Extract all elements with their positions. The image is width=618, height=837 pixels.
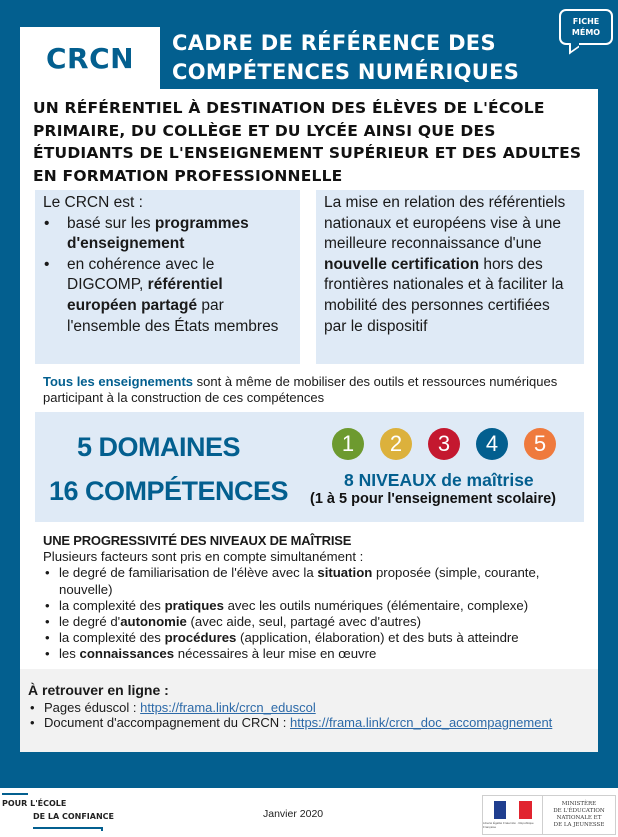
progression-section [43,533,588,663]
definition-intro: Le CRCN est : [43,194,143,211]
note-accent: Tous les enseignements [43,374,194,389]
progression-item: • le degré d'autonomie (avec aide, seul, partagé avec d'autres) [43,614,588,630]
fiche-memo-badge-icon [559,9,613,45]
logo-line-top [2,793,28,795]
resource-link[interactable]: https://frama.link/crcn_eduscol [140,699,316,715]
french-flag-icon [494,801,532,819]
progression-item: • les connaissances nécessaires à leur mise en œuvre [43,646,588,662]
progression-item: • la complexité des procédures (application, élaboration) et des buts à atteindre [43,630,588,646]
level-badge-4: 4 [476,428,508,460]
badge-line-1: FICHE [572,17,600,26]
definition-item: • en cohérence avec le DIGCOMP, référentiel européen partagé par l'ensemble des États membres [43,255,292,337]
logo-line-bottom [33,827,103,829]
crcn-logo [20,27,160,89]
ecole-confiance-logo [2,797,114,823]
levels-subtitle: (1 à 5 pour l'enseignement scolaire) [310,491,556,507]
progression-list [43,565,588,662]
page-title [172,29,552,87]
link-item: • Document d'accompagnement du CRCN : https://frama.link/crcn_doc_accompagnement [28,715,598,731]
level-badge-1: 1 [332,428,364,460]
flag-caption: Liberté Égalité Fraternité · République Française [483,821,534,829]
republique-francaise-logo [483,796,543,834]
logo-text: CRCN [45,41,135,75]
slogan-line-1: POUR L'ÉCOLE [2,799,67,808]
link-item: • Pages éduscol : https://frama.link/crcn_eduscol [28,700,598,716]
progression-title: UNE PROGRESSIVITÉ DES NIVEAUX DE MAÎTRISE [43,533,352,548]
links-list [28,700,598,731]
ministry-logo [482,795,616,835]
badge-line-2: MÉMO [571,28,601,37]
links-title: À retrouver en ligne : [28,682,169,698]
levels-title: 8 NIVEAUX de maîtrise [344,470,534,490]
ministry-line: MINISTÈRE [561,801,597,807]
crcn-definition-box [35,190,300,364]
level-badge-2: 2 [380,428,412,460]
links-panel [20,669,598,752]
progression-item: • la complexité des pratiques avec les outils numériques (élémentaire, complexe) [43,598,588,614]
ministry-line: DE LA JEUNESSE [553,822,605,828]
progression-intro: Plusieurs facteurs sont pris en compte simultanément : [43,549,364,565]
ministry-line: NATIONALE ET [556,815,602,821]
teaching-note: Tous les enseignements sont à même de mobiliser des outils et ressources numériques participant à la construction de ces compétences [43,374,558,405]
levels-row [332,428,556,460]
subtitle: UN RÉFÉRENTIEL À DESTINATION DES ÉLÈVES DE L'ÉCOLE PRIMAIRE, DU COLLÈGE ET DU LYCÉE AINSI QUE DES ÉTUDIANTS DE L'ENSEIGNEMENT SUPÉRIEUR ET DES ADULTES EN FORMATION PROFESSIONNELLE [33,99,582,185]
competences-count: 16 COMPÉTENCES [49,476,289,506]
title-line-1: CADRE DE RÉFÉRENCE DES [172,31,496,55]
progression-item: • le degré de familiarisation de l'élève avec la situation proposée (simple, courante, nouvelle) [43,565,588,597]
resource-link[interactable]: https://frama.link/crcn_doc_accompagnement [289,715,553,730]
publication-date: Janvier 2020 [263,808,324,820]
certification-box: La mise en relation des référentiels nationaux et européens vise à une meilleure reconnaissance d'une nouvelle certification hors des frontières nationales et à faciliter la mobilité des personnes certifiées par le dispositif [316,190,584,364]
level-badge-3: 3 [428,428,460,460]
level-badge-5: 5 [524,428,556,460]
definition-item: • basé sur les programmes d'enseignement [43,214,292,255]
ministry-name [543,796,615,834]
slogan-line-2: DE LA CONFIANCE [33,812,114,821]
domains-count: 5 DOMAINES [77,432,241,462]
ministry-line: DE L'ÉDUCATION [553,808,605,814]
title-line-2: COMPÉTENCES NUMÉRIQUES [172,60,520,84]
